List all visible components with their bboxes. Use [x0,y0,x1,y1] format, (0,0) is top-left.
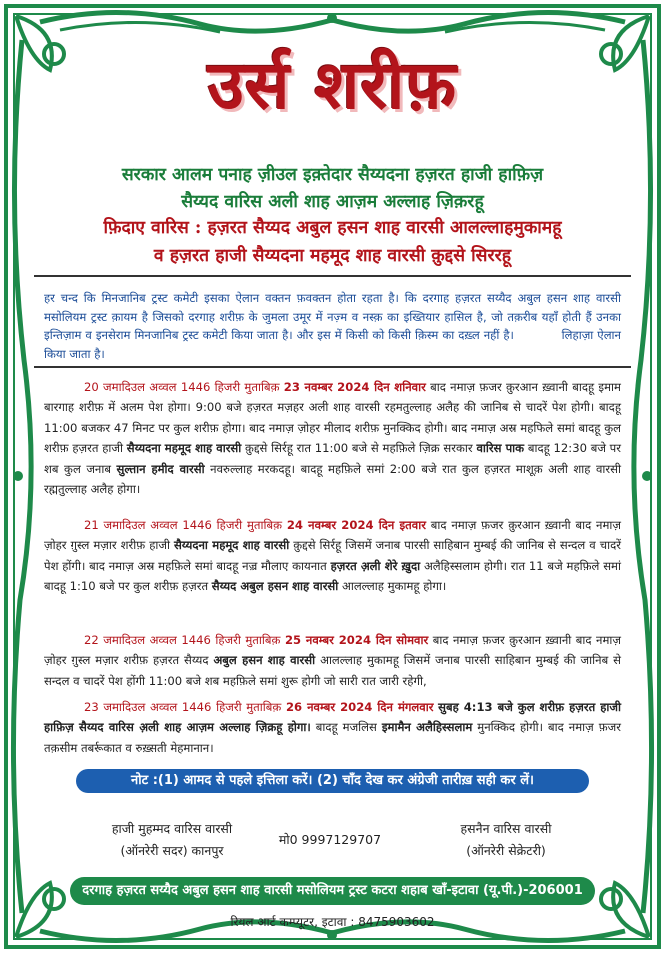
program-day-4 [44,697,621,758]
date-prefix: 22 जमादिउल अव्वल 1446 हिजरी मुताबिक़ [84,633,281,647]
body-text: नवरुल्लाह मरकदहू। बादहू महफ़िले समां 2:00 बजे रात कुल हज़रत माशूक़ अली शाह वारसी रह्मतुल्लाह अलैह होगा। [44,461,622,497]
body-text: बाद नमाज़ फ़जर क़ुरआन ख़्वानी बाद नमाज़ ज़ोहर ग़ुस्ल मज़ार शरीफ़ हाजी [44,518,621,553]
signatory-name: हसनैन वारिस वारसी [460,821,552,836]
footer-address-banner: दरगाह हज़रत सय्यैद अबुल हसन शाह वारसी मसोलियम ट्रस्ट कटरा शहाब खाँ-इटावा (यू.पी.)-206001 [70,877,595,905]
bold-text: सुबह 4:13 बजे कुल शरीफ़ हज़रत हाजी हाफ़िज़ सैय्यद वारिस अ़ली शाह आज़म अल्लाह ज़िक्रहू होगा। [44,700,621,735]
announcement-text: हर चन्द कि मिनजानिब ट्रस्ट कमेटी इसका ऐलान वक्तन फ़वक्तन होता रहता है। कि दरगाह हज़रत सय्यैद अबुल हसन शाह वारसी मसोलियम ट्रस्ट क़ायम है जिसको दरगाह शरीफ़ के जुमला उमूर में नज़्म व नस्क़ का इख्तियार हासिल है, जो तक़रीब यहाँ होती हैं उनका इन्तिज़ाम व इनसेराम मिनजानिब ट्रस्ट कमेटी किया जाता है। और इस में किसी को किसी क़िस्म का दख़्ल नहीं है। [44,291,621,343]
date-prefix: 23 जमादिउल अव्वल 1446 हिजरी मुताबिक़ [84,700,282,714]
intro-line-2: सैय्यद वारिस अली शाह आज़म अल्लाह ज़िक़रहू [181,192,484,212]
body-text: आलल्लाह मुकामहू होगा। [338,579,447,594]
program-day-3 [44,630,621,691]
program-day-1 [44,377,621,499]
body-text: आलल्लाह मुकामहू जिसमें जनाब पारसी साहिबान मुम्बई की जानिब से सन्दल व चादरें पेश होंगी 11:00 बजे शब महफ़िले समां शुरू होगी जो सारी रात जारी रहेगी, [44,653,621,688]
signatory-left [72,818,272,862]
date-bold: 24 नवम्बर 2024 दिन इतवार [286,518,426,532]
bold-text: वारिस पाक [476,441,525,456]
program-day-2 [44,515,621,597]
body-text: बादहू मजलिस [310,720,382,735]
divider-top [34,275,631,277]
bold-text: सैय्यद अबुल हसन शाह वारसी [211,579,339,594]
signatory-role: (ऑनरेरी सेक्रेटरी) [466,843,546,858]
date-prefix: 21 जमादिउल अव्वल 1446 हिजरी मुताबिक़ [84,518,283,532]
note-banner: नोट :(1) आमद से पहले इत्तिला करें। (2) चाँद देख कर अंग्रेजी तारीख़ सही कर लें। [76,769,589,793]
intro-line-3: फ़िदाए वारिस : हज़रत सैय्यद अबुल हसन शाह वारसी आलल्लाहमुकामहू [103,218,562,238]
body-text: बाद नमाज़ फ़जर क़ुरआन ख़्वानी बादहू इमाम बारगाह शरीफ़ में अलम पेश होगा। 9:00 बजे हज़रत मज़हर अली शाह वारसी रहमतुल्लाह अलैह की जानिब से चादरें पेश होगी। बादहू 11:00 बजकर 47 मिनट पर कुल शरीफ़ होगा। बाद नमाज़ ज़ोहर मीलाद शरीफ़ मुनक्किद होगी। बाद नमाज़ अस्र महफिले समां बादहू कुल शरीफ़ हज़रत हाजी [44,380,621,456]
signatory-role: (ऑनरेरी सदर) कानपुर [120,843,224,858]
bold-text: इमामैन अलैहिस्सलाम [381,720,473,735]
body-text: अलैहिस्सलाम होगी। रात 11 बजे महफ़िले समां बादहू 1:10 बजे पर कुल शरीफ़ हज़रत [44,558,621,594]
signatory-name: हाजी मुहम्मद वारिस वारसी [111,821,233,836]
intro-line-4: व हज़रत हाजी सैय्यदना महमूद शाह वारसी क़ुद्दसे सिररहू [153,246,512,266]
body-text: मुनक्किद होगी। बाद नमाज़ फ़जर तक़सीम तबर्रूकात व रुख़्सती मेहमानान। [44,720,621,755]
bold-text: हज़रत अ़ली शेरे ख़ुदा [330,558,421,573]
bold-text: सैय्यदना महमूद शाह वारसी [173,538,290,553]
announcement-closing: लिहाज़ा ऐलान किया जाता है। [44,328,621,361]
date-prefix: 20 जमादिउल अव्वल 1446 हिजरी मुताबिक़ [84,380,280,394]
date-bold: 25 नवम्बर 2024 दिन सोमवार [284,633,429,647]
bold-text: सुल्तान हमीद वारसी [116,461,205,476]
divider-bottom [34,366,631,368]
date-bold: 26 नवम्बर 2024 दिन मंगलवार [285,700,434,714]
intro-line-1: सरकार आलम पनाह ज़ीउल इक़्तेदार सैय्यदना हज़रत हाजी हाफ़िज़ [121,165,544,185]
body-text: क़ुद्दसे सिर्रहू जिसमें जनाब पारसी साहिबान मुम्बई की जानिब से सन्दल व चादरें पेश होंगी। बाद नमाज़ अस्र महफ़िले समां बादहू नज़्र मौलाए कायनात [44,538,621,573]
signatory-right [406,818,606,862]
body-text: क़ुद्दसे सिर्रहू रात 11:00 बजे से महफ़िले ज़िक्र सरकार [241,441,477,456]
page-title: उर्स शरीफ़ [207,46,458,124]
bold-text: अबुल हसन शाह वारसी [213,653,316,668]
bold-text: सैय्यदना महमूद शाह वारसी [126,441,242,456]
mobile-number: मो0 9997129707 [278,832,382,847]
body-text: बादहू 12:30 बजे पर शब कुल जनाब [44,441,622,476]
body-text: बाद नमाज़ फ़जर क़ुरआन ख़्वानी बाद नमाज़ ज़ोहर ग़ुस्ल मज़ार शरीफ़ हज़रत सैय्यद [44,633,622,668]
date-bold: 23 नवम्बर 2024 दिन शनिवार [283,380,426,394]
announcement [44,289,621,363]
printer-credit: रियल आर्ट कम्प्यूटर, इटावा : 8475903602 [230,915,435,929]
